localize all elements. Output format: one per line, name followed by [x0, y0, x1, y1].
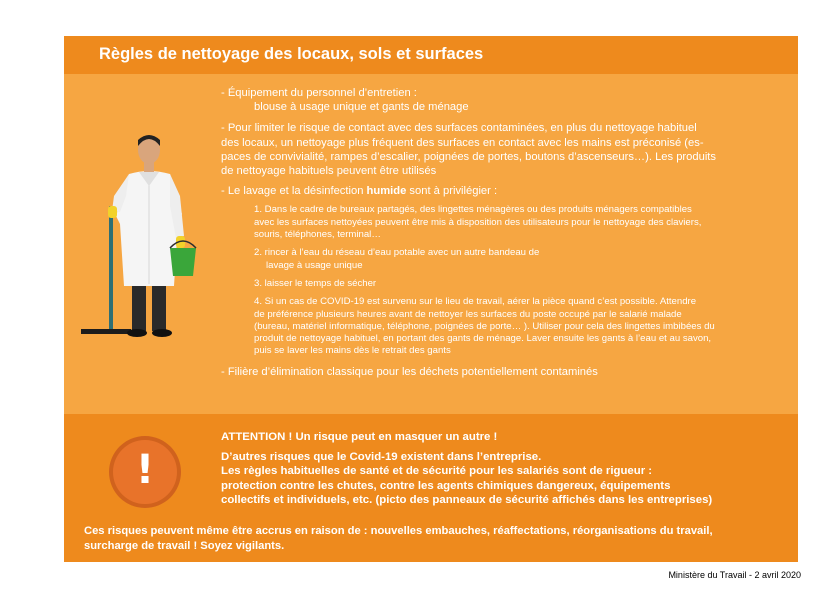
rule-text: paces de convivialité, rampes d’escalier, poignées de portes, boutons d’ascenseurs…). Les produits [221, 150, 717, 163]
card-header [64, 36, 798, 74]
rule-text: - Équipement du personnel d’entretien : [221, 87, 417, 99]
exclamation-icon: ! [135, 447, 155, 493]
warning-line: protection contre les chutes, contre les agents chimiques dangereux, équipements [221, 479, 671, 492]
list-item-text: (bureau, matériel informatique, téléphone, poignées de porte… ). Utiliser pour cela des lingettes imbibées du [254, 320, 715, 332]
rule-lavage [221, 184, 791, 198]
warning-line: collectifs et individuels, etc. (picto des panneaux de sécurité affichés dans les entreprises) [221, 494, 713, 507]
rule-text: sont à privilégier : [406, 185, 498, 198]
rule-limiter [221, 121, 791, 178]
warning-line: Les règles habituelles de santé et de sécurité pour les salariés sont de rigueur : [221, 465, 653, 478]
rule-text: blouse à usage unique et gants de ménage [254, 101, 469, 114]
warning-badge [109, 436, 181, 508]
warning-bottom [84, 524, 784, 553]
list-item-text: 1. Dans le cadre de bureaux partagés, des lingettes ménagères ou des produits ménagers compatibles [254, 204, 692, 216]
list-item-text: lavage à usage unique [266, 259, 363, 271]
rule-text: - Pour limiter le risque de contact avec des surfaces contaminées, en plus du nettoyage habituel [221, 122, 697, 135]
warning-content [221, 430, 791, 508]
rule-text: de nettoyage habituels peuvent être utilisés [221, 165, 437, 178]
list-item [254, 204, 791, 241]
list-item [254, 296, 791, 357]
list-item-text: de préférence plusieurs heures avant de nettoyer les surfaces du poste occupé par le salarié malade [254, 308, 682, 320]
list-item-text: souris, téléphones, terminal… [254, 229, 381, 241]
page-title: Règles de nettoyage des locaux, sols et surfaces [99, 45, 484, 63]
list-item-text: puis se laver les mains dès le retrait des gants [254, 345, 451, 357]
warning-attention: ATTENTION ! Un risque peut en masquer un autre ! [221, 431, 498, 443]
numbered-list [221, 204, 791, 357]
rules-content [221, 86, 791, 379]
rule-equipement [221, 86, 791, 114]
footer-credit: Ministère du Travail - 2 avril 2020 [668, 570, 801, 580]
warning-line: D’autres risques que le Covid-19 existent dans l’entreprise. [221, 450, 542, 463]
list-item-text: avec les surfaces nettoyées peuvent être mis à disposition des utilisateurs pour le nettoyage des claviers, [254, 216, 702, 228]
list-item-text: 2. rincer à l’eau du réseau d’eau potable avec un autre bandeau de [254, 247, 540, 259]
rule-text: des locaux, un nettoyage plus fréquent des surfaces en contact avec les mains est préconisé (es- [221, 136, 704, 149]
rule-emphasis: humide [366, 185, 407, 198]
list-item-text: produit de nettoyage habituel, en portant des gants de ménage. Laver ensuite les gants à l’eau et au savon, [254, 333, 712, 345]
rule-filiere: - Filière d’élimination classique pour les déchets potentiellement contaminés [221, 365, 598, 378]
warning-bottom-line: Ces risques peuvent même être accrus en raison de : nouvelles embauches, réaffectations, réorganisations du travail, [84, 525, 713, 537]
rule-text: - Le lavage et la désinfection [221, 185, 367, 198]
list-item-text: 3. laisser le temps de sécher [254, 277, 377, 289]
warning-bottom-line: surcharge de travail ! Soyez vigilants. [84, 539, 285, 552]
list-item-text: 4. Si un cas de COVID-19 est survenu sur le lieu de travail, aérer la pièce quand c’est possible. Attendre [254, 296, 697, 308]
list-item [254, 278, 791, 290]
cleaner-illustration [74, 126, 204, 341]
list-item [254, 247, 791, 272]
